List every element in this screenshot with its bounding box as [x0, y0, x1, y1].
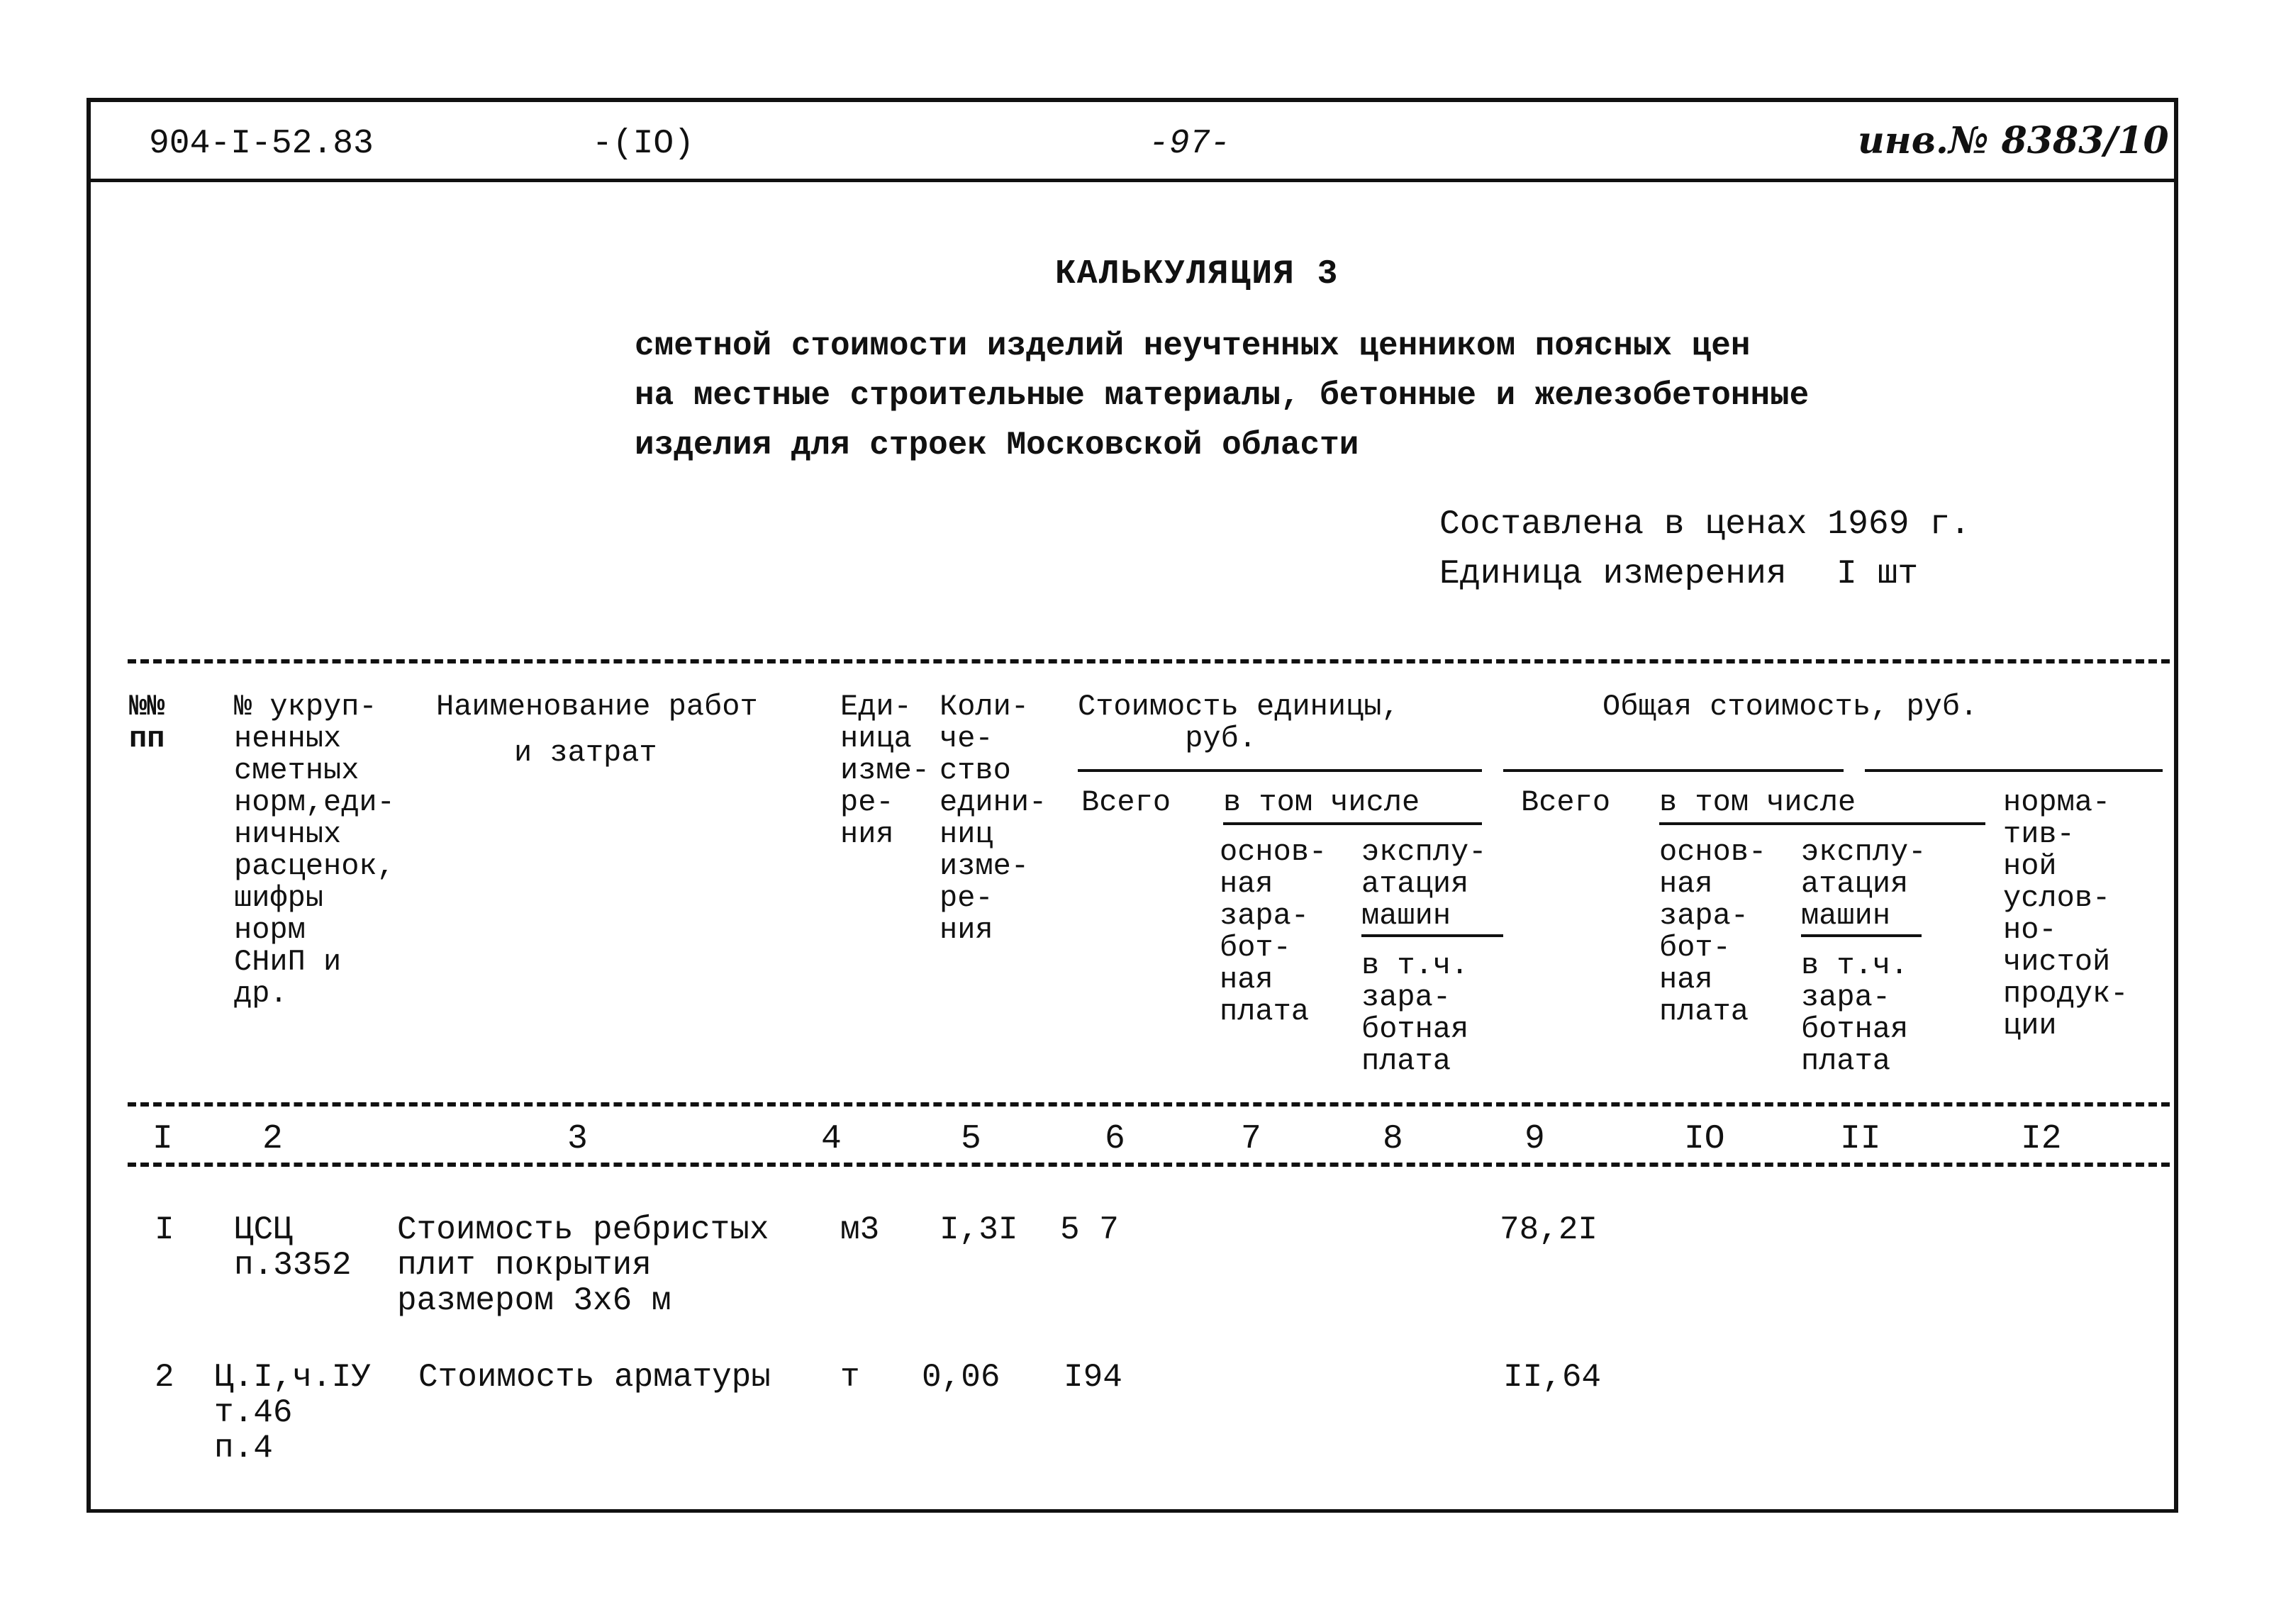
col-num-4: 4: [821, 1120, 842, 1158]
th-unit-machines: эксплу- атация машин: [1361, 835, 1487, 933]
col-num-6: 6: [1105, 1120, 1125, 1158]
row2-total: II,64: [1503, 1359, 1602, 1396]
col-num-7: 7: [1241, 1120, 1261, 1158]
th-unit-cost: Стоимость единицы, руб.: [1078, 690, 1400, 756]
th-total-machines: эксплу- атация машин: [1801, 835, 1927, 933]
row1-no: I: [155, 1211, 174, 1248]
header-bottom-rule: [128, 1102, 2170, 1107]
page-number: -97-: [1149, 125, 1231, 163]
th-unit-total: Всего: [1081, 785, 1171, 819]
unit-incl-rule: [1223, 822, 1482, 825]
col-num-11: II: [1840, 1120, 1881, 1158]
subtitle-line-1: сметной стоимости изделий неучтенных ценником поясных цен: [635, 327, 1751, 364]
th-total-machines-wage: в т.ч. зара- ботная плата: [1801, 948, 1909, 1078]
th-unit-wage: основ- ная зара- бот- ная плата: [1220, 835, 1327, 1029]
total-machines-rule: [1801, 934, 1922, 937]
total-cost-rule-2: [1865, 769, 2163, 772]
col-num-1: I: [152, 1120, 173, 1158]
table-top-rule: [128, 659, 2170, 663]
th-row-number: №№ пп: [129, 690, 165, 756]
th-unit-machines-wage: в т.ч. зара- ботная плата: [1361, 948, 1469, 1078]
document-code: 904-I-52.83: [149, 125, 374, 163]
th-total-cost: Общая стоимость, руб.: [1602, 690, 1978, 724]
col-num-8: 8: [1383, 1120, 1403, 1158]
total-cost-rule-1: [1503, 769, 1844, 772]
calc-title: КАЛЬКУЛЯЦИЯ 3: [1055, 255, 1339, 293]
row1-qty: I,3I: [940, 1211, 1018, 1248]
th-unit-incl: в том числе: [1223, 785, 1420, 819]
unit-machines-rule: [1361, 934, 1503, 937]
header-divider: [87, 179, 2178, 182]
subtitle-line-3: изделия для строек Московской области: [635, 427, 1359, 464]
th-quantity: Коли- че- ство едини- ниц изме- ре- ния: [940, 690, 1047, 947]
row1-name: Стоимость ребристых плит покрытия размером 3х6 м: [397, 1211, 769, 1319]
col-num-3: 3: [567, 1120, 588, 1158]
document-part: -(IO): [592, 125, 695, 163]
th-norm-code: № укруп- ненных сметных норм,еди- ничных расценок, шифры норм СНиП и др.: [234, 690, 395, 1011]
subtitle-line-2: на местные строительные материалы, бетонные и железобетонные: [635, 377, 1810, 414]
col-num-9: 9: [1524, 1120, 1545, 1158]
unit-value: I шт: [1836, 555, 1919, 593]
inventory-number: инв.№ 8383/10: [1858, 119, 2169, 162]
total-incl-rule: [1659, 822, 1985, 825]
unit-label: Единица измерения: [1439, 555, 1787, 593]
col-num-2: 2: [262, 1120, 283, 1158]
th-unit: Еди- ница изме- ре- ния: [840, 690, 930, 851]
price-basis: Составлена в ценах 1969 г.: [1439, 505, 1970, 544]
col-num-12: I2: [2021, 1120, 2062, 1158]
th-norm-production: норма- тив- ной услов- но- чистой продук- ции: [2003, 785, 2129, 1043]
col-num-10: IO: [1684, 1120, 1725, 1158]
row1-code: ЦСЦ п.3352: [234, 1211, 352, 1284]
row1-unit-total: 5 7: [1060, 1211, 1119, 1248]
row2-unit: т: [840, 1359, 860, 1396]
th-work-name: Наименование работ: [436, 690, 758, 724]
row2-code: Ц.I,ч.IУ т.46 п.4: [214, 1359, 371, 1467]
row2-name: Стоимость арматуры: [418, 1359, 771, 1396]
th-work-name-2: и затрат: [514, 736, 657, 770]
column-number-rule: [128, 1163, 2170, 1167]
th-total-wage: основ- ная зара- бот- ная плата: [1659, 835, 1767, 1029]
row2-qty: 0,06: [922, 1359, 1000, 1396]
row2-unit-total: I94: [1064, 1359, 1122, 1396]
th-total-total: Всего: [1521, 785, 1611, 819]
row1-total: 78,2I: [1500, 1211, 1598, 1248]
row2-no: 2: [155, 1359, 174, 1396]
col-num-5: 5: [961, 1120, 981, 1158]
row1-unit: м3: [840, 1211, 880, 1248]
th-total-incl: в том числе: [1659, 785, 1856, 819]
unit-cost-rule: [1078, 769, 1482, 772]
